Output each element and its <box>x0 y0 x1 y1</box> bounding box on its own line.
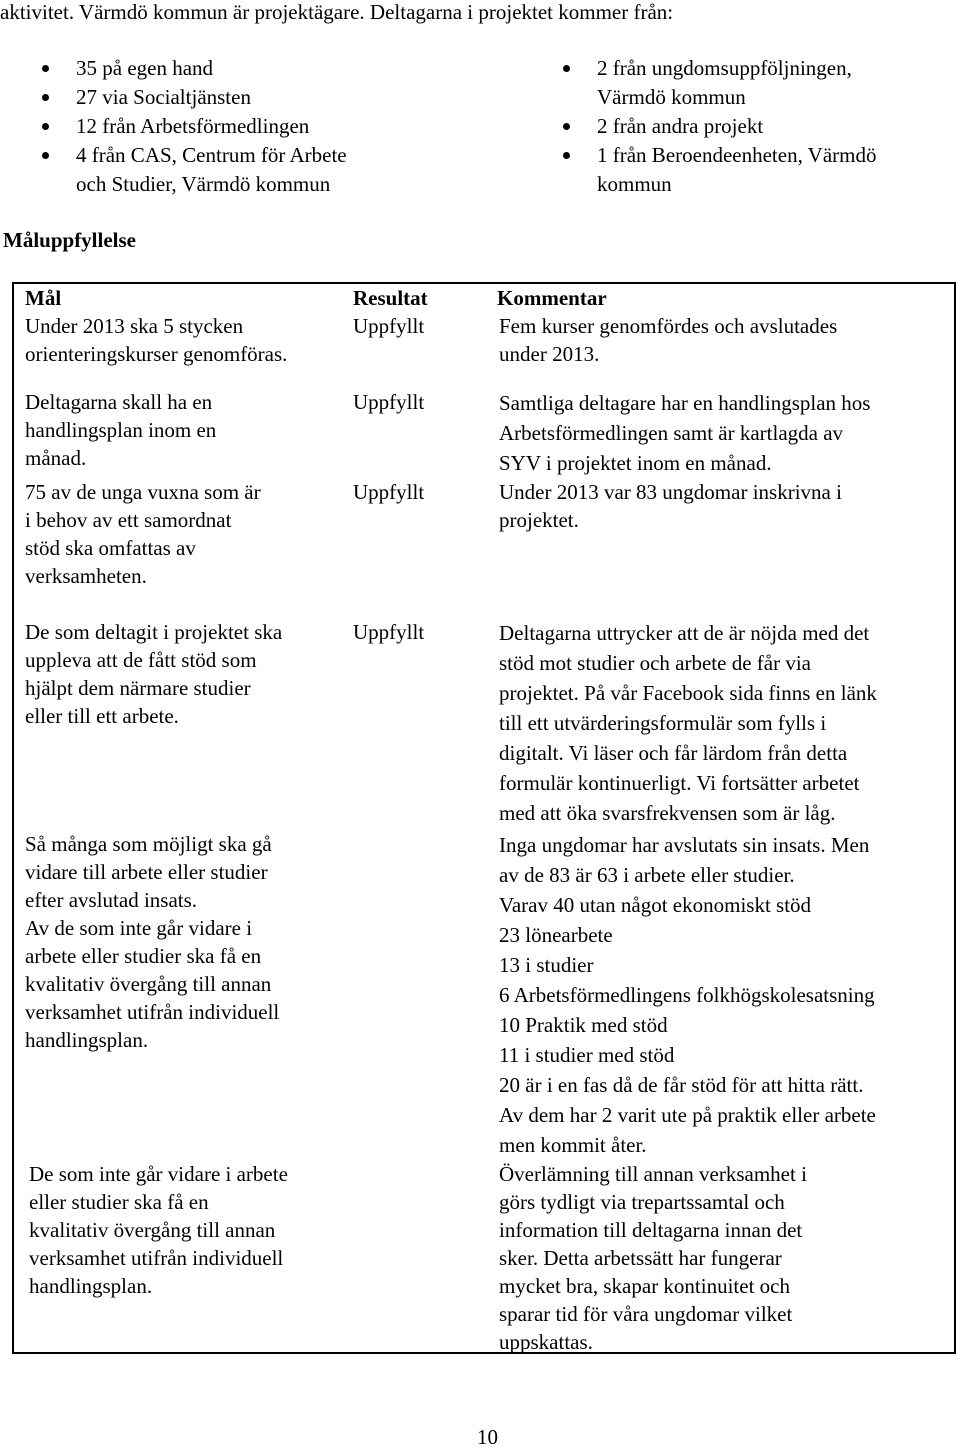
cell-mal <box>25 388 216 472</box>
cell-line: med att öka svarsfrekvensen som är låg. <box>499 801 836 825</box>
list-item <box>597 141 877 170</box>
header-resultat: Resultat <box>353 286 428 310</box>
list-item-text: och Studier, Värmdö kommun <box>76 172 331 196</box>
cell-line: 20 är i en fas då de får stöd för att hitta rätt. <box>499 1073 864 1097</box>
bullet-icon <box>42 94 49 101</box>
section-heading: Måluppfyllelse <box>3 228 137 252</box>
list-item-text: 35 på egen hand <box>76 56 214 80</box>
cell-line: Inga ungdomar har avslutats sin insats. Men <box>499 833 870 857</box>
cell-line: Under 2013 var 83 ungdomar inskrivna i <box>499 480 842 504</box>
page-number: 10 <box>477 1425 498 1449</box>
list-item <box>76 141 347 170</box>
list-item <box>597 83 877 112</box>
bullet-icon <box>563 65 570 72</box>
cell-kommentar <box>499 830 876 1160</box>
cell-mal <box>25 618 282 730</box>
cell-line: arbete eller studier ska få en <box>25 944 262 968</box>
cell-line: 75 av de unga vuxna som är <box>25 480 261 504</box>
cell-line: stöd ska omfattas av <box>25 536 196 560</box>
cell-line: Deltagarna uttrycker att de är nöjda med det <box>499 621 870 645</box>
cell-kommentar <box>499 478 842 534</box>
cell-line: men kommit åter. <box>499 1133 647 1157</box>
bullet-icon <box>42 123 49 130</box>
cell-line: efter avslutad insats. <box>25 888 198 912</box>
cell-line: projektet. På vår Facebook sida finns en länk <box>499 681 877 705</box>
list-item-text: 2 från andra projekt <box>597 114 764 138</box>
cell-line: handlingsplan inom en <box>25 418 217 442</box>
cell-line: verksamheten. <box>25 564 147 588</box>
cell-line: Samtliga deltagare har en handlingsplan hos <box>499 391 871 415</box>
cell-line: månad. <box>25 446 87 470</box>
cell-resultat: Uppfyllt <box>353 390 425 414</box>
list-item-text: Värmdö kommun <box>597 85 746 109</box>
cell-line: till ett utvärderingsformulär som fylls i <box>499 711 827 735</box>
cell-mal <box>25 478 261 590</box>
bullet-icon <box>563 152 570 159</box>
list-item-text: 12 från Arbetsförmedlingen <box>76 114 310 138</box>
cell-kommentar <box>499 388 870 478</box>
cell-line: Under 2013 ska 5 stycken <box>25 314 244 338</box>
bullet-icon <box>42 152 49 159</box>
cell-line: Av dem har 2 varit ute på praktik eller arbete <box>499 1103 876 1127</box>
cell-line: handlingsplan. <box>25 1028 149 1052</box>
list-item-text: 4 från CAS, Centrum för Arbete <box>76 143 347 167</box>
bullet-icon <box>563 123 570 130</box>
header-mal: Mål <box>25 286 62 310</box>
list-item <box>76 83 347 112</box>
cell-line: 6 Arbetsförmedlingens folkhögskolesatsning <box>499 983 875 1007</box>
cell-line: görs tydligt via trepartssamtal och <box>499 1190 785 1214</box>
cell-line: 10 Praktik med stöd <box>499 1013 668 1037</box>
list-item-text: kommun <box>597 172 672 196</box>
cell-line: projektet. <box>499 508 579 532</box>
cell-line: hjälpt dem närmare studier <box>25 676 251 700</box>
cell-mal <box>29 1160 288 1300</box>
cell-line: Överlämning till annan verksamhet i <box>499 1162 807 1186</box>
cell-resultat: Uppfyllt <box>353 314 425 338</box>
list-item <box>597 170 877 199</box>
list-item-text: 27 via Socialtjänsten <box>76 85 251 109</box>
cell-line: av de 83 är 63 i arbete eller studier. <box>499 863 795 887</box>
header-kommentar: Kommentar <box>497 286 607 310</box>
cell-line: eller till ett arbete. <box>25 704 179 728</box>
cell-line: 13 i studier <box>499 953 594 977</box>
cell-line: uppskattas. <box>499 1330 593 1354</box>
cell-mal <box>25 312 287 368</box>
cell-line: mycket bra, skapar kontinuitet och <box>499 1274 790 1298</box>
cell-line: stöd mot studier och arbete de får via <box>499 651 811 675</box>
cell-line: sker. Detta arbetssätt har fungerar <box>499 1246 782 1270</box>
list-item <box>597 112 877 141</box>
cell-line: Varav 40 utan något ekonomiskt stöd <box>499 893 812 917</box>
list-item-text: 2 från ungdomsuppföljningen, <box>597 56 852 80</box>
cell-line: 23 lönearbete <box>499 923 613 947</box>
cell-kommentar <box>499 312 837 368</box>
cell-kommentar <box>499 618 877 828</box>
cell-line: 11 i studier med stöd <box>499 1043 675 1067</box>
intro-line: aktivitet. Värmdö kommun är projektägare. Deltagarna i projektet kommer från: <box>0 0 674 24</box>
cell-mal <box>25 830 279 1054</box>
cell-kommentar <box>499 1160 807 1356</box>
origin-list-right <box>597 54 877 199</box>
cell-line: eller studier ska få en <box>29 1190 209 1214</box>
cell-line: handlingsplan. <box>29 1274 153 1298</box>
cell-line: formulär kontinuerligt. Vi fortsätter arbetet <box>499 771 860 795</box>
list-item <box>597 54 877 83</box>
cell-line: De som deltagit i projektet ska <box>25 620 283 644</box>
cell-line: orienteringskurser genomföras. <box>25 342 288 366</box>
cell-line: Av de som inte går vidare i <box>25 916 253 940</box>
bullet-icon <box>42 65 49 72</box>
cell-resultat: Uppfyllt <box>353 620 425 644</box>
cell-line: SYV i projektet inom en månad. <box>499 451 772 475</box>
list-item-text: 1 från Beroendeenheten, Värmdö <box>597 143 877 167</box>
cell-line: verksamhet utifrån individuell <box>29 1246 284 1270</box>
cell-line: Arbetsförmedlingen samt är kartlagda av <box>499 421 844 445</box>
origin-list-left <box>76 54 347 199</box>
cell-resultat: Uppfyllt <box>353 480 425 504</box>
cell-line: uppleva att de fått stöd som <box>25 648 257 672</box>
cell-line: Så många som möjligt ska gå <box>25 832 272 856</box>
cell-line: Deltagarna skall ha en <box>25 390 213 414</box>
cell-line: sparar tid för våra ungdomar vilket <box>499 1302 793 1326</box>
cell-line: information till deltagarna innan det <box>499 1218 803 1242</box>
cell-line: i behov av ett samordnat <box>25 508 232 532</box>
cell-line: De som inte går vidare i arbete <box>29 1162 288 1186</box>
cell-line: vidare till arbete eller studier <box>25 860 268 884</box>
list-item <box>76 170 347 199</box>
cell-line: kvalitativ övergång till annan <box>29 1218 276 1242</box>
cell-line: kvalitativ övergång till annan <box>25 972 272 996</box>
cell-line: verksamhet utifrån individuell <box>25 1000 280 1024</box>
cell-line: Fem kurser genomfördes och avslutades <box>499 314 838 338</box>
cell-line: under 2013. <box>499 342 600 366</box>
list-item <box>76 54 347 83</box>
cell-line: digitalt. Vi läser och får lärdom från detta <box>499 741 848 765</box>
list-item <box>76 112 347 141</box>
